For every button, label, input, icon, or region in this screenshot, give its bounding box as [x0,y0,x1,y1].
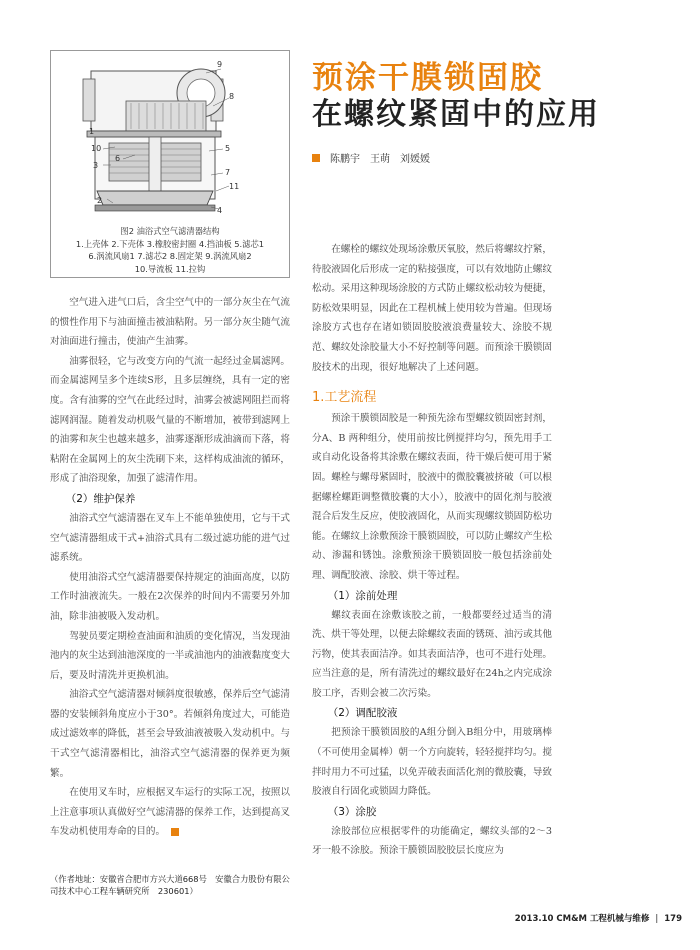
page-number: 179 [664,914,682,924]
figure-air-filter [50,50,290,278]
title-line-1: 预涂干膜锁固胶 [312,60,543,96]
magazine-name: 工程机械与维修 [589,914,650,924]
figure-label-1: 1 [89,127,95,136]
figure-label-8: 8 [229,92,235,101]
figure-caption-line: 10.导流板 11.拉钩 [134,263,206,274]
figure-label-7: 7 [225,168,231,177]
paragraph: 预涂干膜锁固胶是一种预先涂布型螺纹锁固密封剂，分A、B 两种组分，使用前按比例搅拌均匀，预先用手工或自动化设备将其涂敷在螺纹表面，待干燥后便可用于紧固。螺栓与螺母紧固时，胶液中的微胶囊被挤破（可以根据螺栓螺距调整微胶囊的大小），胶液中的固化剂与胶液混合后发生反应，使胶液固化，从而实现螺纹锁固防松功能。在螺纹上涂敷预涂干膜锁固胶，可以防止螺纹产生松动、渗漏和锈蚀。涂敷预涂干膜锁固胶一般包括涂前处理、调配胶液、涂胶、烘干等过程。 [312,413,552,581]
paragraph-last [50,783,290,842]
figure-caption [51,225,289,275]
paragraph: 在螺栓的螺纹处现场涂敷厌氧胶，然后将螺纹拧紧，待胶液固化后形成一定的粘接强度，可以有效地防止螺纹松动。采用这种现场涂胶的方式防止螺纹松动较为便捷，防松效果明显，因此在工程机械上使用较为普遍。但现场涂胶方式也存在诸如锁固胶胶液浪费量较大、涂胶不规范、螺纹处涂胶量大小不好控制等问题。而预涂干膜锁固胶技术的出现，很好地解决了上述问题。 [312,244,552,373]
paragraph-text: 在使用叉车时，应根据叉车运行的实际工况，按照以上注意事项认真做好空气滤清器的保养工作，达到提高叉车发动机使用寿命的目的。 [50,787,290,838]
author-address: （作者地址：安徽省合肥市方兴大道668号 安徽合力股份有限公司技术中心工程车辆研究所 230601） [50,874,290,896]
paragraph: 使用油浴式空气滤清器要保持规定的油面高度，以防工作时油液流失。一般在2次保养的时间内不需要另外加油，除非油被吸入发动机。 [50,571,290,622]
figure-caption-line: 6.涡流风扇1 7.滤芯2 8.固定架 9.涡流风扇2 [88,251,252,261]
paragraph: 螺纹表面在涂敷该胶之前，一般都要经过适当的清洗、烘干等处理，以便去除螺纹表面的锈斑、油污或其他污物，使其表面洁净。如其表面洁净，也可不进行处理。应当注意的是，所有清洗过的螺纹最好在24h之内完成涂胶工序，否则会被二次污染。 [312,609,552,699]
paragraph: 空气进入进气口后，含尘空气中的一部分灰尘在气流的惯性作用下与油面撞击被油粘附。另一部分灰尘随气流对油面进行撞击，使油产生油雾。 [50,297,290,348]
article-title [312,60,682,134]
paragraph: 油浴式空气滤清器在叉车上不能单独使用，它与干式空气滤清器组成干式+油浴式具有二级过滤功能的进气过滤系统。 [50,512,290,564]
paragraph: 驾驶员要定期检查油面和油质的变化情况，当发现油池内的灰尘达到油池深度的一半或油池内的油液黏度变大后，要及时清洗并更换机油。 [50,630,290,681]
figure-label-4: 4 [217,206,223,215]
footer-separator: | [655,914,659,924]
author-name: 刘媛媛 [400,154,430,165]
figure-label-9: 9 [217,60,223,69]
paragraph: 把预涂干膜锁固胶的A组分倒入B组分中，用玻璃棒（不可使用金属棒）朝一个方向旋转，轻轻搅拌均匀。搅拌时用力不可过猛，以免弄破表面活化剂的微胶囊，导致胶液自行固化或锁固力降低。 [312,727,552,798]
paragraph: 涂胶部位应根据零件的功能确定，螺纹头部的2～3牙一般不涂胶。预涂干膜锁固胶胶层长度应为 [312,825,552,857]
subheading-mixing: （2）调配胶液 [327,707,398,720]
left-column [50,293,290,842]
right-column [312,240,552,861]
subheading-coating: （3）涂胶 [327,805,377,818]
subheading-maintenance: （2）维护保养 [65,492,136,505]
figure-label-5: 5 [225,144,231,153]
figure-label-2: 2 [97,196,103,205]
figure-label-6: 6 [115,154,121,163]
figure-caption-title: 图2 油浴式空气滤清器结构 [120,226,220,236]
author-name: 王萌 [370,154,390,165]
section-heading-process: 1.工艺流程 [312,390,377,406]
paragraph: 油雾很轻，它与改变方向的气流一起经过金属滤网。而金属滤网呈多个连续S形，且多层缠绕，具有一定的密度。含有油雾的空气在此经过时，油雾会被滤网阻拦而将滤网润湿。随着发动机吸气量的不断增加，被带到滤网上的油雾和灰尘也越来越多，油雾逐渐形成油滴而下落，将粘附在金属网上的灰尘洗刷下来，这样构成油流的循环，形成了油浴现象，加强了滤清作用。 [50,355,290,485]
figure-label-11: 11 [229,182,240,191]
author-name: 陈鹏宇 [330,154,360,165]
issue-label: 2013.10 CM&M [514,914,587,924]
air-filter-diagram [51,51,291,226]
figure-caption-line: 1.上壳体 2.下壳体 3.橡胶密封圈 4.挡油板 5.滤芯1 [75,238,265,249]
end-mark-icon [171,828,179,836]
figure-label-10: 10 [91,144,102,153]
subheading-pretreatment: （1）涂前处理 [327,589,398,602]
figure-label-3: 3 [93,161,99,170]
page-footer [515,912,682,924]
authors [312,150,440,165]
author-marker-icon [312,154,320,162]
paragraph: 油浴式空气滤清器对倾斜度很敏感，保养后空气滤清器的安装倾斜角度应小于30°。若倾斜角度过大，可能造成过滤效率的降低，甚至会导致油液被吸入发动机中。与干式空气滤清器相比，油浴式空气滤清器的保养更为频繁。 [50,689,290,779]
title-line-2: 在螺纹紧固中的应用 [312,97,600,132]
